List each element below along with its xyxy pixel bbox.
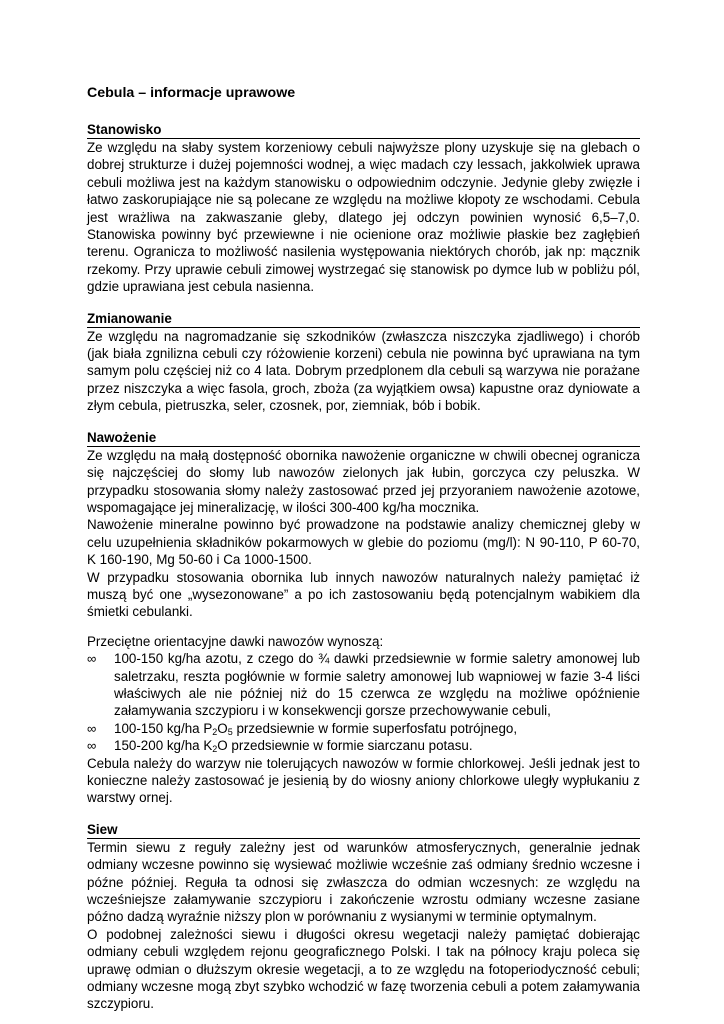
section-heading-stanowisko: Stanowisko [87, 121, 640, 139]
siew-paragraph-2: O podobnej zależności siewu i długości okresu wegetacji należy pamiętać dobierając odmiany cebuli względem rejonu geograficznego Polski. I tak na północy kraju poleca się uprawę odmian o dłuższym okresie wegetacji, a to ze względu na fotoperiodyczność cebuli; odmiany wczesne mogą zbyt szybko wchodzić w fazę tworzenia cebuli a potem załamywania szczypioru. [87, 926, 640, 1012]
list-item [87, 720, 640, 737]
section-heading-siew: Siew [87, 821, 640, 839]
nawozenie-paragraph-4: Cebula należy do warzyw nie tolerujących nawozów w formie chlorkowej. Jeśli jednak jest to konieczne należy zastosować je jesienią by do wiosny aniony chlorkowe uległy wypłukaniu z warstwy ornej. [87, 755, 640, 806]
spacer [87, 621, 640, 633]
dose-phosphorus-text: 100-150 kg/ha $P_2O_5$ przedsiewnie w formie superfosfatu potrójnego, [114, 720, 518, 737]
section-zmianowanie [87, 310, 640, 415]
section-heading-nawozenie: Nawożenie [87, 429, 640, 447]
dose-potassium-text: 150-200 kg/ha $K_2O$ przedsiewnie w formie siarczanu potasu. [114, 738, 473, 755]
nawozenie-paragraph-2: Nawożenie mineralne powinno być prowadzone na podstawie analizy chemicznej gleby w celu uzupełnienia składników pokarmowych w glebie do poziomu (mg/l): N 90-110, P 60-70, K 160-190, Mg 50-60 i Ca 1000-1500. [87, 517, 640, 568]
section-stanowisko [87, 121, 640, 296]
document-title: Cebula – informacje uprawowe [87, 85, 296, 101]
infinity-bullet-icon: ∞ [87, 738, 97, 754]
list-item [87, 650, 640, 720]
nawozenie-doses-intro: Przeciętne orientacyjne dawki nawozów wynoszą: [87, 633, 384, 649]
siew-paragraph-1: Termin siewu z reguły zależny jest od warunków atmosferycznych, generalnie jednak odmiany wczesne powinno się wysiewać możliwie wcześnie zaś odmiany średnio wczesne i późne później. Reguła ta odnosi się zwłaszcza do odmian wczesnych: ze względu na wcześniejsze załamywanie szczypioru i zakończenie wzrostu odmiany wczesne zasiane późno dadzą wyraźnie niższy plon w porównaniu z wysianymi w terminie optymalnym. [87, 839, 640, 925]
section-siew [87, 821, 640, 1013]
nawozenie-paragraph-1: Ze względu na małą dostępność obornika nawożenie organiczne w chwili obecnej ogranicza się najczęściej do słomy lub nawozów zielonych jak łubin, gorczyca czy peluszka. W przypadku stosowania słomy należy zastosować przed jej przyoraniem nawożenie azotowe, wspomagające jej mineralizację, w ilości 300-400 kg/ha mocznika. [87, 447, 640, 515]
infinity-bullet-icon: ∞ [87, 651, 97, 667]
nawozenie-paragraph-3: W przypadku stosowania obornika lub innych nawozów naturalnych należy pamiętać iż muszą być one „wysezonowane” a po ich zastosowaniu będą potencjalnym wabikiem dla śmietki cebulanki. [87, 569, 640, 620]
stanowisko-paragraph: Ze względu na słaby system korzeniowy cebuli najwyższe plony uzyskuje się na glebach o dobrej strukturze i dużej pojemności wodnej, a więc madach czy lessach, jakkolwiek uprawa cebuli możliwa jest na każdym stanowisku o odpowiednim odczynie. Jedynie gleby zwięzłe i łatwo zaskorupiające nie są polecane ze względu na możliwe kłopoty ze wschodami. Cebula jest wrażliwa na zakwaszanie gleby, dlatego jej odczyn powinien wynosić 6,5–7,0. Stanowiska powinny być przewiewne i nie ocienione oraz możliwie płaskie bez zagłębień terenu. Ogranicza to możliwość nasilenia występowania niektórych chorób, jak np: mącznik rzekomy. Przy uprawie cebuli zimowej wystrzegać się stanowisk po dymce lub w pobliżu pól, gdzie uprawiana jest cebula nasienna. [87, 140, 640, 295]
section-nawozenie [87, 429, 640, 807]
list-item [87, 737, 640, 754]
infinity-bullet-icon: ∞ [87, 720, 97, 736]
dose-nitrogen-text: 100-150 kg/ha azotu, z czego do ¾ dawki przedsiewnie w formie saletry amonowej lub saletrzaku, reszta pogłównie w formie saletry amonowej lub wapniowej w fazie 3-4 liści właściwych ale nie później niż do 15 czerwca ze względu na możliwe opóźnienie załamywania szczypioru i w konsekwencji gorsze przechowywanie cebuli, [114, 651, 640, 719]
section-heading-zmianowanie: Zmianowanie [87, 310, 640, 328]
zmianowanie-paragraph: Ze względu na nagromadzanie się szkodników (zwłaszcza niszczyka zjadliwego) i chorób (jak biała zgnilizna cebuli czy różowienie korzeni) cebula nie powinna być uprawiana na tym samym polu częściej niż co 4 lata. Dobrym przedplonem dla cebuli są warzywa nie porażane przez niszczyka a więc fasola, groch, zboża (za wyjątkiem owsa) kapustne oraz dyniowate a złym cebula, pietruszka, seler, czosnek, por, ziemniak, bób i bobik. [87, 328, 640, 414]
doses-list [87, 650, 640, 754]
